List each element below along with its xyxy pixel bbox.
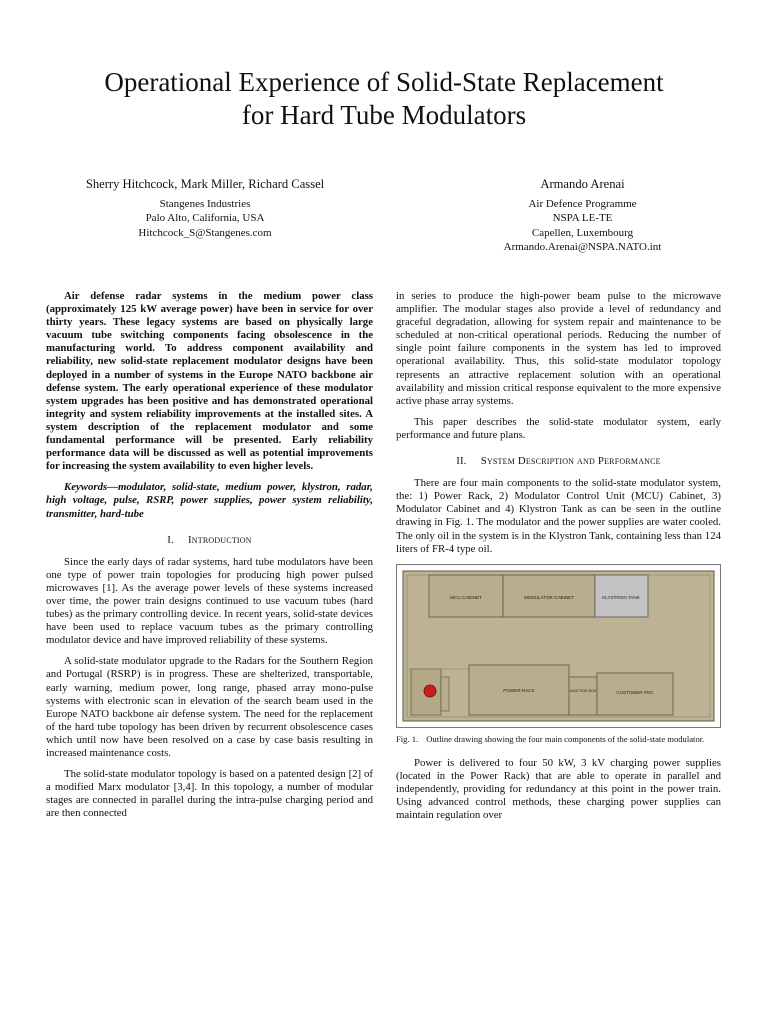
right-column [396, 290, 721, 830]
caption-text: Outline drawing showing the four main components of the solid-state modulator. [426, 733, 705, 744]
author-dept: NSPA LE-TE [552, 212, 613, 224]
caption-number: Fig. 1. [396, 733, 419, 744]
junction-box-label: JUNCTION BOX [569, 688, 597, 693]
keywords: Keywords—modulator, solid-state, medium power, klystron, radar, high voltage, pulse, RSRP, power supplies, power system reliability, transmitter, hard-tube [46, 481, 373, 520]
abstract: Air defense radar systems in the medium power class (approximately 125 kW average power) have been in service for over thirty years. These legacy systems are based on physically large vacuum tube switching components facing obsolescence in the manufacturing world. To address component availability and reliability, new solid-state replacement modulator designs have been deployed in a number of systems in the Europe NATO backbone air defense system. The early operational experience of these modulator system upgrades has been positive and has demonstrated operational integrity and system reliability improvements at the installed sites. A system description of the replacement modulator and some fundamental performance will be presented. Early reliability performance data will be discussed as well as potential improvements for increasing the system availability to even higher levels. [46, 290, 373, 473]
left-column [46, 290, 373, 828]
outline-drawing [397, 565, 720, 727]
author-location: Palo Alto, California, USA [145, 212, 265, 224]
author-org: Stangenes Industries [159, 197, 251, 210]
author-block-left [50, 177, 360, 240]
section-heading-introduction [46, 534, 373, 547]
junction-box [569, 677, 597, 715]
section-number: I. [167, 533, 174, 546]
section-number: II. [456, 455, 467, 468]
author-email: Armando.Arenai@NSPA.NATO.int [503, 241, 662, 253]
intro-paragraph-4: This paper describes the solid-state modulator system, early performance and future plans. [396, 415, 721, 441]
author-email: Hitchcock_S@Stangenes.com [138, 226, 272, 239]
system-paragraph-2: Power is delivered to four 50 kW, 3 kV charging power supplies (located in the Power Rack) that are able to operate in parallel and independently, providing for redundancy at this point in the power train. Using advanced control methods, these charging power supplies can maintain regulation over [396, 756, 721, 822]
modulator-cabinet-label: MODULATOR CABINET [523, 594, 575, 600]
author-org: Air Defence Programme [528, 197, 637, 210]
title-line-2: for Hard Tube Modulators [241, 100, 527, 130]
intro-paragraph-2: A solid-state modulator upgrade to the Radars for the Southern Region and Portugal (RSRP) is in progress. These are shelterized, transportable, early warning, medium power, long range, phased array mono-pulse systems with electronic scan in elevation of the search beam used in the Europe NATO backbone air defense system. The need for the replacement of the hard tube topology has been driven by recurrent obsolescence cases which until now have been resolved on a case by case basis resulting in increased maintenance costs. [46, 655, 373, 759]
section-heading-system-description [396, 455, 721, 468]
author-location: Capellen, Luxembourg [531, 226, 634, 239]
power-rack-label: POWER RACK [503, 687, 535, 693]
author-names: Sherry Hitchcock, Mark Miller, Richard Cassel [85, 177, 325, 191]
figure-1-caption [396, 734, 721, 745]
intro-continuation: in series to produce the high-power beam pulse to the microwave amplifier. The modular stages also provide a level of redundancy and graceful degradation, allowing for system repair and maintenance to be scheduled at non-critical operational periods. Reducing the number of single point failure components in the system has led to improved operational availability. Thus, this solid-state modulator topology represents an attractive replacement solution with an operational availability and mission critical response equivalent to the more expensive active phase array systems. [396, 290, 721, 407]
intro-paragraph-3: The solid-state modulator topology is based on a patented design [2] of a modified Marx modulator [3,4]. In this topology, a number of modular stages are connected in parallel during the intra-pulse charging period and are then connected [46, 768, 373, 820]
author-block-right [420, 177, 745, 255]
klystron-tank-label: KLYSTRON TANK [602, 594, 640, 600]
section-title: Introduction [187, 533, 252, 546]
system-paragraph-1: There are four main components to the solid-state modulator system, the: 1) Power Rack, 2) Modulator Control Unit (MCU) Cabinet, 3) Modulator Cabinet and 4) Klystron Tank as can be seen in the outline drawing in Fig. 1. The modulator and the power supplies are water cooled. The only oil in the system is in the Klystron Tank, containing less than 124 liters of FR-4 type oil. [396, 477, 721, 555]
figure-1-outline-drawing [396, 564, 721, 728]
section-title: System Description and Performance [480, 455, 661, 468]
title-line-1: Operational Experience of Solid-State Replacement [104, 67, 664, 97]
customer-pdc-label: CUSTOMER PDC [616, 689, 654, 695]
author-names: Armando Arenai [540, 177, 625, 191]
mcu-cabinet-label: MCU CABINET [450, 594, 482, 600]
intro-paragraph-1: Since the early days of radar systems, hard tube modulators have been one type of power train topologies for producing high power pulsed microwaves [1]. As the average power levels of these systems increased over time, the power train designs continued to use vacuum tubes (hard tubes) as the primary controlling device. In recent years, solid-state devices have been used to replace vacuum tubes as the primary controlling modulator device and have improved reliability of these systems. [46, 555, 373, 647]
side-panel [441, 677, 449, 711]
red-marker-icon [424, 685, 436, 697]
paper-title [30, 66, 738, 132]
